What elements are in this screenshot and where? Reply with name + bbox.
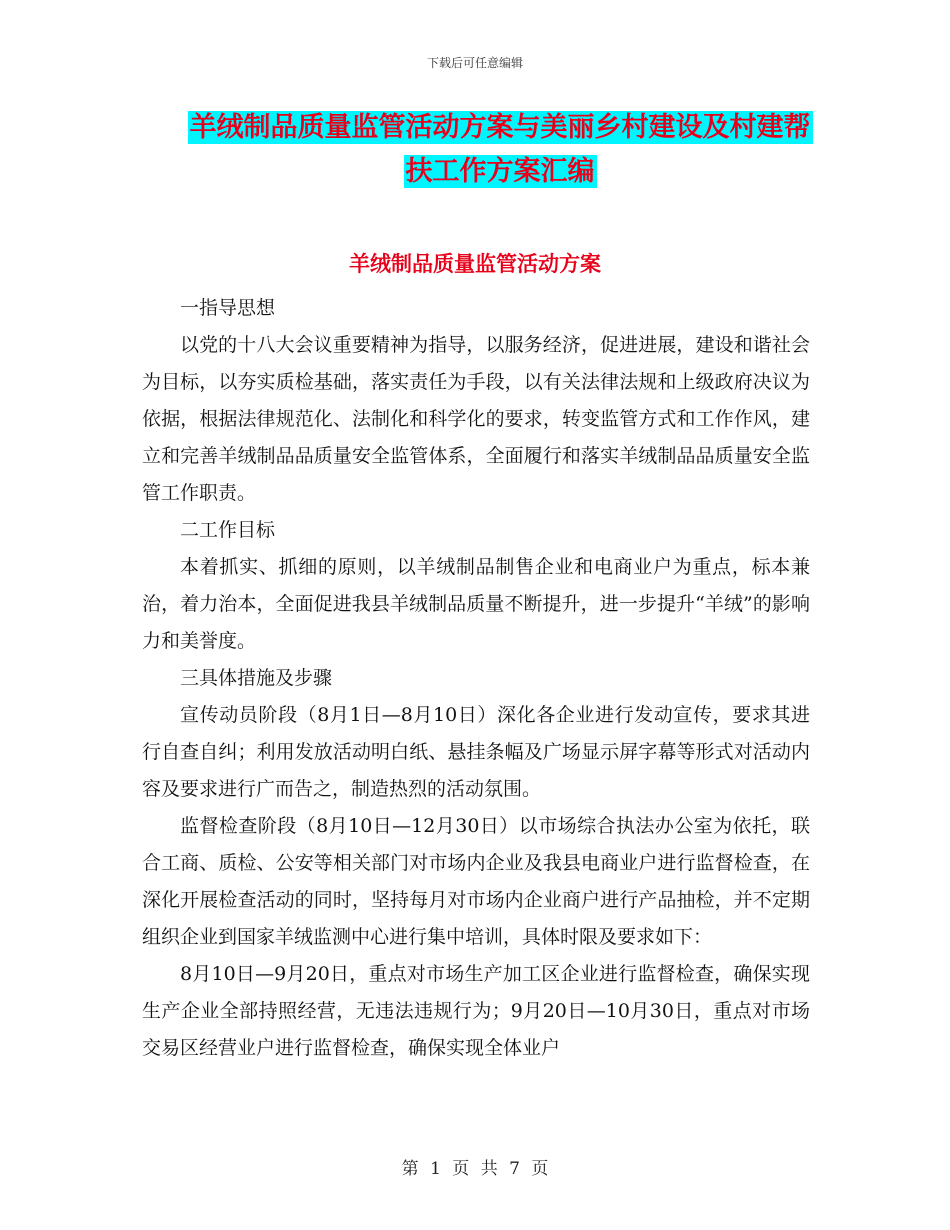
paragraph-work-goals: 本着抓实、抓细的原则，以羊绒制品制售企业和电商业户为重点，标本兼治，着力治本，全面促进我县羊绒制品质量不断提升，进一步提升“羊绒”的影响力和美誉度。 xyxy=(142,556,810,652)
page-number: 第 1 页 共 7 页 xyxy=(401,1159,549,1179)
document-title-line1: 羊绒制品质量监管活动方案与美丽乡村建设及村建帮 xyxy=(189,112,811,143)
heading-work-goals: 二工作目标 xyxy=(180,519,276,541)
document-title xyxy=(140,106,860,194)
paragraph-guiding-ideology: 以党的十八大会议重要精神为指导，以服务经济，促进进展，建设和谐社会为目标，以夯实质检基础，落实责任为手段，以有关法律法规和上级政府决议为依据，根据法律规范化、法制化和科学化的要求，转变监管方式和工作作风，建立和完善羊绒制品品质量安全监管体系，全面履行和落实羊绒制品品质量安全监管工作职责。 xyxy=(142,334,810,504)
heading-guiding-ideology: 一指导思想 xyxy=(180,297,276,319)
paragraph-inspection-schedule: 8月10日—9月20日，重点对市场生产加工区企业进行监督检查，确保实现生产企业全部持照经营，无违法违规行为；9月20日—10月30日，重点对市场交易区经营业户进行监督检查，确保实现全体业户 xyxy=(142,963,810,1059)
heading-measures-steps: 三具体措施及步骤 xyxy=(180,667,333,689)
document-body xyxy=(142,290,810,1067)
page-header-note: 下载后可任意编辑 xyxy=(426,56,523,70)
section-title: 羊绒制品质量监管活动方案 xyxy=(349,252,601,276)
document-title-line2: 扶工作方案汇编 xyxy=(405,156,595,187)
paragraph-publicity-stage: 宣传动员阶段（8月1日—8月10日）深化各企业进行发动宣传，要求其进行自查自纠；利用发放活动明白纸、悬挂条幅及广场显示屏字幕等形式对活动内容及要求进行广而告之，制造热烈的活动氛围。 xyxy=(142,704,810,800)
paragraph-inspection-stage: 监督检查阶段（8月10日—12月30日）以市场综合执法办公室为依托，联合工商、质检、公安等相关部门对市场内企业及我县电商业户进行监督检查，在深化开展检查活动的同时，坚持每月对市场内企业商户进行产品抽检，并不定期组织企业到国家羊绒监测中心进行集中培训，具体时限及要求如下： xyxy=(142,815,810,948)
